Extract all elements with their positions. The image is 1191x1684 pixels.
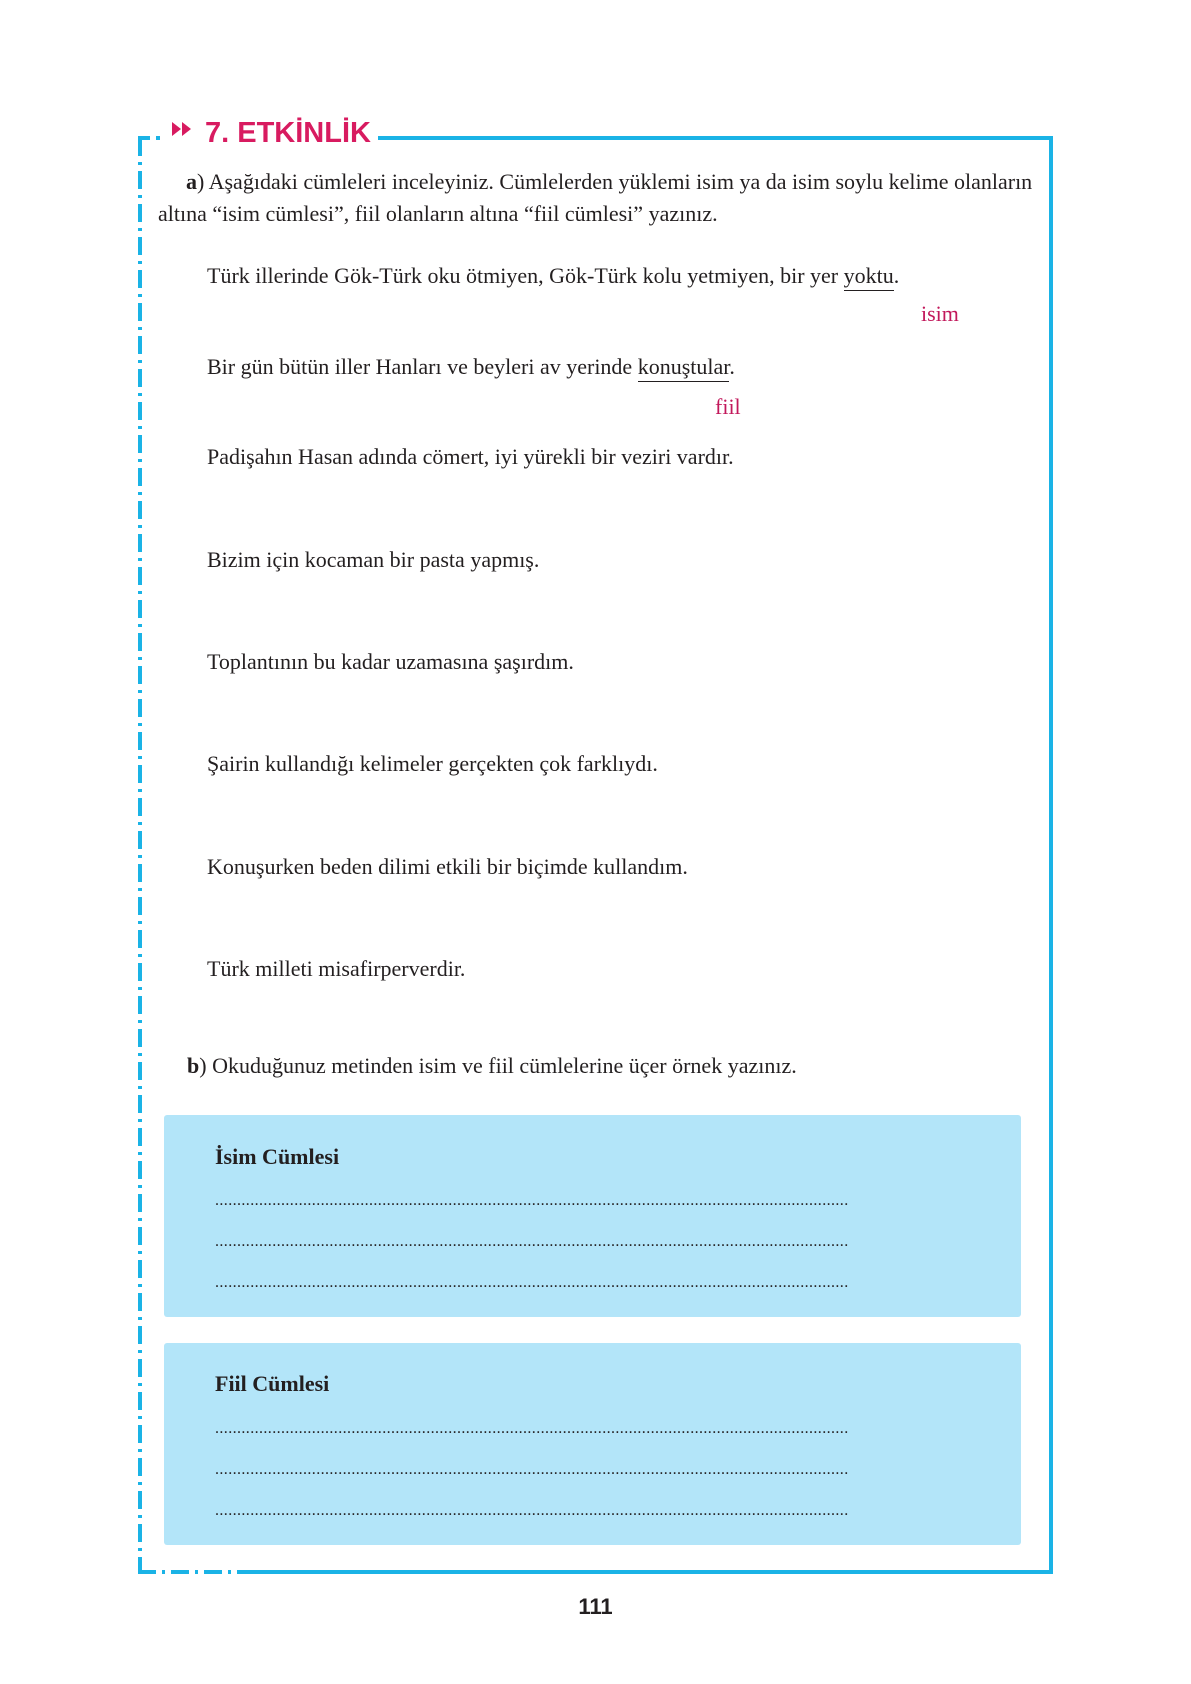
page-number: 111 (578, 1594, 613, 1619)
frame-bottom-dashed-border (138, 1570, 246, 1574)
part-a-instruction (158, 166, 1038, 230)
frame-right-border (1049, 136, 1053, 1574)
part-a-marker: a (186, 169, 197, 194)
sentence-7: Konuşurken beden dilimi etkili bir biçimde kullandım. (207, 854, 688, 879)
answer-line[interactable]: ................................................................................................................................................ (215, 1274, 849, 1291)
part-b-instruction (187, 1051, 797, 1081)
isim-cumlesi-box (164, 1115, 1021, 1317)
sentence-8: Türk milleti misafirperverdir. (207, 956, 466, 981)
frame-top-border (378, 136, 1053, 140)
fiil-cumlesi-title: Fiil Cümlesi (215, 1371, 330, 1396)
sentence-2-answer: fiil (715, 394, 741, 419)
sentence-1-answer: isim (921, 301, 959, 326)
isim-cumlesi-title: İsim Cümlesi (215, 1144, 340, 1169)
frame-top-dashed-border (138, 136, 168, 140)
sentence-3: Padişahın Hasan adında cömert, iyi yürekli bir veziri vardır. (207, 444, 734, 469)
sentence-1: Türk illerinde Gök-Türk oku ötmiyen, Gök-Türk kolu yetmiyen, bir yer yoktu. (207, 261, 899, 291)
answer-line[interactable]: ................................................................................................................................................ (215, 1192, 849, 1209)
answer-line[interactable]: ................................................................................................................................................ (215, 1502, 849, 1519)
frame-left-dashed-border (138, 138, 142, 1572)
sentence-6: Şairin kullandığı kelimeler gerçekten çok farklıydı. (207, 751, 658, 776)
underlined-predicate: yoktu (844, 263, 894, 291)
answer-line[interactable]: ................................................................................................................................................ (215, 1233, 849, 1250)
part-a-instruction-text: ) Aşağıdaki cümleleri inceleyiniz. Cümlelerden yüklemi isim ya da isim soylu kelime olanların altına “isim cümlesi”, fiil olanların altına “fiil cümlesi” yazınız. (158, 169, 1033, 226)
sentence-2: Bir gün bütün iller Hanları ve beyleri av yerinde konuştular. (207, 352, 735, 382)
activity-title: 7. ETKİNLİK (205, 117, 371, 149)
answer-line[interactable]: ................................................................................................................................................ (215, 1461, 849, 1478)
fiil-cumlesi-box (164, 1343, 1021, 1545)
answer-line[interactable]: ................................................................................................................................................ (215, 1420, 849, 1437)
part-b-instruction-text: ) Okuduğunuz metinden isim ve fiil cümlelerine üçer örnek yazınız. (199, 1053, 797, 1078)
underlined-predicate: konuştular (638, 354, 730, 382)
double-arrow-icon (172, 122, 192, 140)
frame-bottom-border (246, 1570, 1053, 1574)
sentence-4: Bizim için kocaman bir pasta yapmış. (207, 547, 540, 572)
sentence-5: Toplantının bu kadar uzamasına şaşırdım. (207, 649, 574, 674)
part-b-marker: b (187, 1053, 200, 1078)
